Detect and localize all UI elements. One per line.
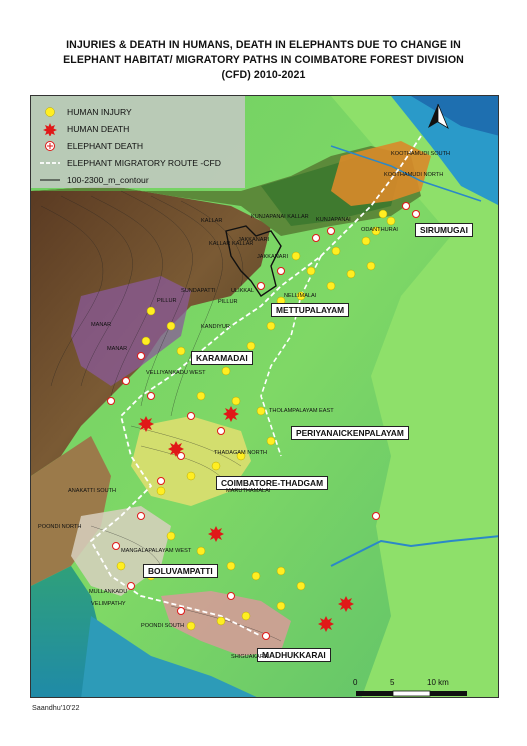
scale-label-5: 5 <box>390 678 395 687</box>
village-pillur: PILLUR <box>157 298 177 304</box>
map-legend <box>31 96 245 188</box>
title-line-1: INJURIES & DEATH IN HUMANS, DEATH IN ELEPHANTS DUE TO CHANGE IN <box>66 39 461 51</box>
human-injury-icon <box>39 105 61 119</box>
title-line-2: ELEPHANT HABITAT/ MIGRATORY PATHS IN COIMBATORE FOREST DIVISION <box>63 54 464 66</box>
village-odanthurai: ODANTHURAI <box>361 227 398 233</box>
village-jakkanari-2: JAKKANARI <box>257 254 289 260</box>
village-kunjapanai: KUNJAPANAI <box>316 217 351 223</box>
village-ulikkal: ULIKKAL <box>231 288 255 294</box>
village-kallar-kallar: KALLAR KALLAR <box>209 241 254 247</box>
village-kunjapanai-kallar: KUNJAPANAI KALLAR <box>251 214 309 220</box>
range-label-madhukkarai: MADHUKKARAI <box>257 648 331 662</box>
village-mangalapalayam-west: MANGALAPALAYAM WEST <box>121 548 192 554</box>
village-koothamudi-north: KOOTHAMUDI NORTH <box>384 172 444 178</box>
village-velimpathy: VELIMPATHY <box>91 601 126 607</box>
village-shiguakarai: SHIGUAKARAI <box>231 654 270 660</box>
village-manar: MANAR <box>91 322 112 328</box>
legend-migratory-route <box>39 155 221 171</box>
village-pillur-2: PILLUR <box>218 299 238 305</box>
scale-label-0: 0 <box>353 678 358 687</box>
scale-label-10km: 10 km <box>427 678 449 687</box>
title-line-3: (CFD) 2010-2021 <box>221 69 306 81</box>
village-mullankadu: MULLANKADU <box>89 589 128 595</box>
dashed-line-icon <box>39 156 61 170</box>
village-manar-2: MANAR <box>107 346 128 352</box>
range-label-periyanaickenpalayam: PERIYANAICKENPALAYAM <box>291 426 409 440</box>
village-poondi-north: POONDI NORTH <box>38 524 82 530</box>
village-koothamudi-south: KOOTHAMUDI SOUTH <box>391 151 451 157</box>
legend-contour <box>39 172 149 188</box>
village-kandiyur: KANDIYUR <box>201 324 230 330</box>
village-kallar: KALLAR <box>201 218 223 224</box>
legend-contour-label: 100-2300_m_contour <box>67 175 149 185</box>
legend-human-death <box>39 121 129 137</box>
legend-human-injury-label: HUMAN INJURY <box>67 107 132 117</box>
village-anakatti-south: ANAKATTI SOUTH <box>68 488 117 494</box>
elephant-death-icon <box>39 139 61 153</box>
village-jakkanari: JAKKANARI <box>238 237 270 243</box>
legend-human-death-label: HUMAN DEATH <box>67 124 130 134</box>
legend-elephant-death <box>39 138 143 154</box>
map-title <box>20 38 507 83</box>
village-vellyankadu-west: VELLIYANKADU WEST <box>146 370 206 376</box>
legend-elephant-death-label: ELEPHANT DEATH <box>67 141 144 151</box>
village-thadagam-north: THADAGAM NORTH <box>214 450 268 456</box>
legend-migratory-route-label: ELEPHANT MIGRATORY ROUTE -CFD <box>67 158 221 168</box>
village-poondi-south: POONDI SOUTH <box>141 623 185 629</box>
solid-line-icon <box>39 173 61 187</box>
legend-human-injury <box>39 104 132 120</box>
village-nellimalai: NELLIMALAI <box>284 293 317 299</box>
range-label-boluvampatti: BOLUVAMPATTI <box>143 564 218 578</box>
human-death-icon <box>39 122 61 136</box>
range-label-karamadai: KARAMADAI <box>191 351 253 365</box>
village-tholampalayam-east: THOLAMPALAYAM EAST <box>269 408 334 414</box>
range-label-sirumugai: SIRUMUGAI <box>415 223 473 237</box>
scale-bar <box>356 691 467 696</box>
map-credit: Saandhu'10'22 <box>32 703 80 712</box>
range-label-mettupalayam: METTUPALAYAM <box>271 303 349 317</box>
village-sundapatti: SUNDAPATTI <box>181 288 216 294</box>
village-maruthamalai: MARUTHAMALAI <box>226 488 271 494</box>
range-label-coimbatore-thadgam: COIMBATORE-THADGAM <box>216 476 328 490</box>
